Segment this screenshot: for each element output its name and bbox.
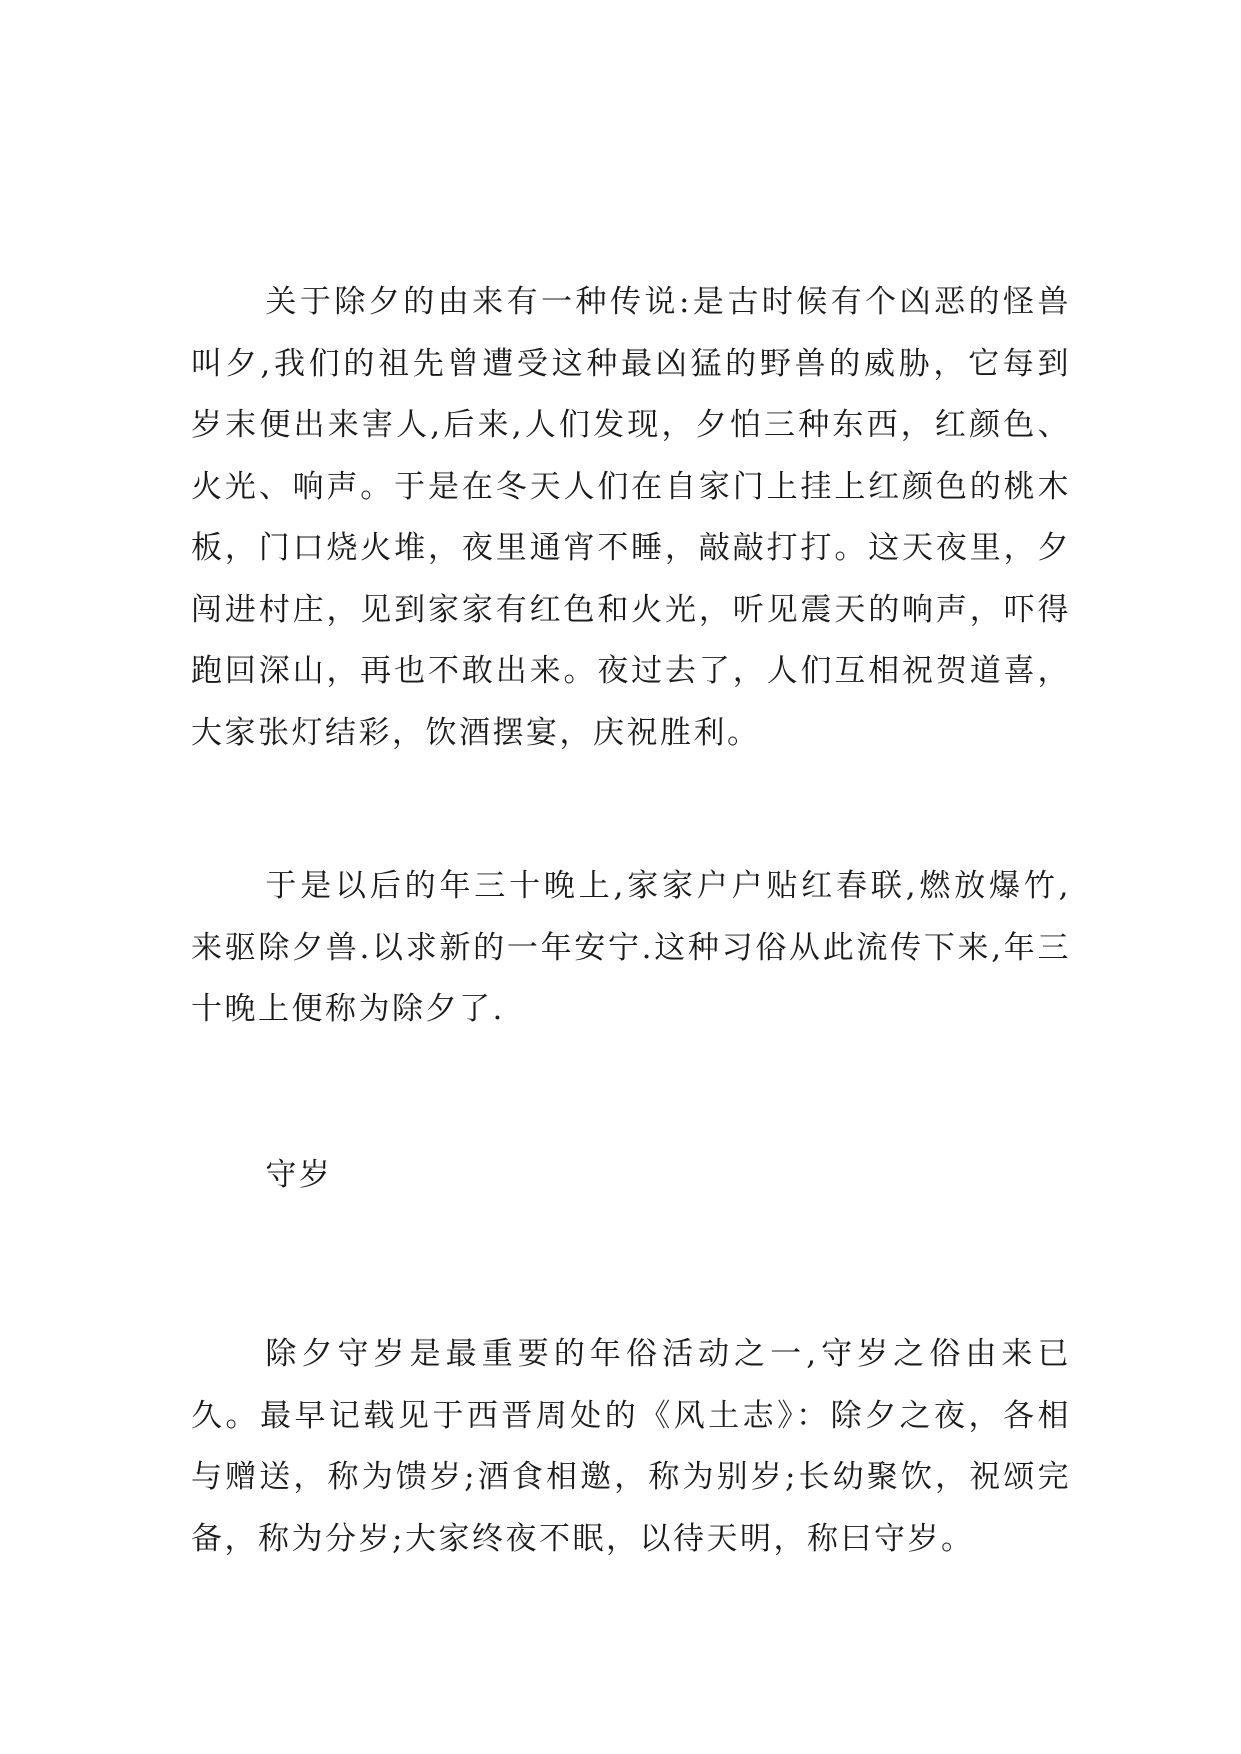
paragraph-origin-legend: 关于除夕的由来有一种传说:是古时候有个凶恶的怪兽叫夕,我们的祖先曾遭受这种最凶猛的野兽的威胁，它每到岁末便出来害人,后来,人们发现，夕怕三种东西，红颜色、火光、响声。于是在冬天人们在自家门上挂上红颜色的桃木板，门口烧火堆，夜里通宵不睡，敲敲打打。这天夜里，夕闯进村庄，见到家家有红色和火光，听见震天的响声，吓得跑回深山，再也不敢出来。夜过去了，人们互相祝贺道喜，大家张灯结彩，饮酒摆宴，庆祝胜利。 [191,284,1071,751]
paragraph-new-year-eve-custom: 于是以后的年三十晚上,家家户户贴红春联,燃放爆竹,来驱除夕兽.以求新的一年安宁.这种习俗从此流传下来,年三十晚上便称为除夕了. [191,868,1071,1027]
section-heading: 守岁 [265,1157,333,1193]
paragraph-shousui: 除夕守岁是最重要的年俗活动之一,守岁之俗由来已久。最早记载见于西晋周处的《风土志》：除夕之夜，各相与赠送，称为馈岁;酒食相邀，称为别岁;长幼聚饮，祝颂完备，称为分岁;大家终夜不眠，以待天明，称曰守岁。 [191,1336,1071,1557]
